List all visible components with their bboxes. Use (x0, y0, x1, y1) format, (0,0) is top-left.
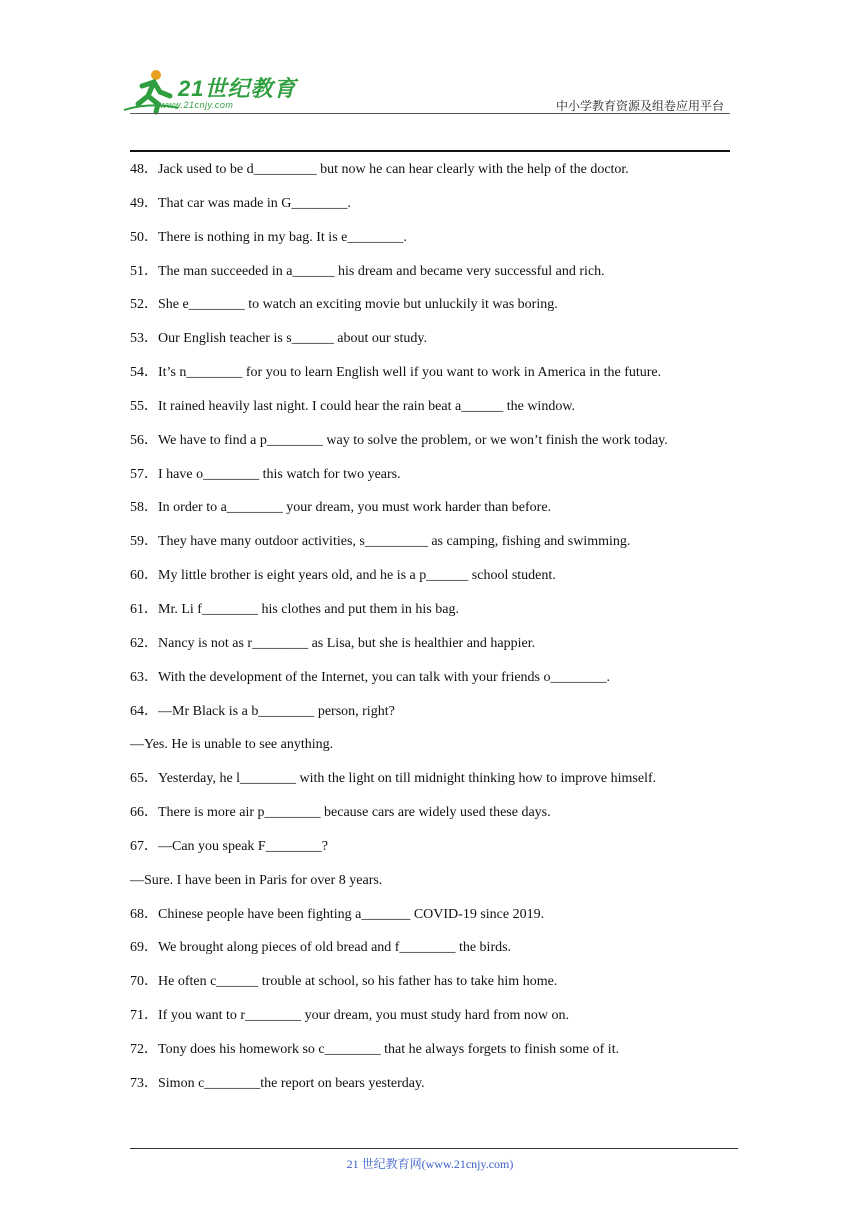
logo-text: 21世纪教育 (178, 76, 297, 101)
question-69: 69．We brought along pieces of old bread and f________ the birds. (130, 940, 512, 956)
question-48: 48．Jack used to be d_________ but now he can hear clearly with the help of the doctor. (130, 162, 629, 177)
question-53: 53．Our English teacher is s______ about our study. (130, 331, 427, 347)
question-68: 68．Chinese people have been fighting a_______ COVID-19 since 2019. (130, 906, 545, 922)
question-61: 61．Mr. Li f________ his clothes and put them in his bag. (130, 601, 459, 617)
question-71: 71．If you want to r________ your dream, you must study hard from now on. (130, 1008, 569, 1024)
question-59: 59．They have many outdoor activities, s_________ as camping, fishing and swimming. (130, 534, 631, 550)
question-67: 67．—Can you speak F________? (130, 838, 328, 854)
question-60: 60．My little brother is eight years old, and he is a p______ school student. (130, 568, 556, 584)
question-55: 55．It rained heavily last night. I could hear the rain beat a______ the window. (130, 398, 576, 414)
question-list (130, 158, 740, 1106)
footer-divider (130, 1148, 738, 1149)
page-footer: 21 世纪教育网(www.21cnjy.com) (346, 1157, 514, 1171)
header-divider (130, 113, 730, 114)
question-64: 64．—Mr Black is a b________ person, right? (130, 703, 395, 719)
question-66: 66．There is more air p________ because cars are widely used these days. (130, 805, 551, 821)
question-62: 62．Nancy is not as r________ as Lisa, but she is healthier and happier. (130, 635, 536, 651)
question-50: 50．There is nothing in my bag. It is e________. (130, 229, 407, 245)
question-56: 56．We have to find a p________ way to solve the problem, or we won’t finish the work today. (130, 432, 668, 448)
question-67-response: —Sure. I have been in Paris for over 8 years. (130, 872, 383, 888)
question-52: 52．She e________ to watch an exciting movie but unluckily it was boring. (130, 297, 558, 313)
question-65: 65．Yesterday, he l________ with the light on till midnight thinking how to improve himself. (130, 771, 657, 787)
question-72: 72．Tony does his homework so c________ that he always forgets to finish some of it. (130, 1041, 620, 1057)
question-63: 63．With the development of the Internet, you can talk with your friends o________. (130, 669, 610, 685)
logo-url: www.21cnjy.com (160, 100, 234, 110)
question-54: 54．It’s n________ for you to learn English well if you want to work in America in the future. (130, 365, 662, 381)
logo (120, 66, 300, 116)
question-51: 51．The man succeeded in a______ his dream and became very successful and rich. (130, 263, 605, 279)
page-header (0, 0, 860, 160)
content-top-rule (130, 150, 730, 152)
question-57: 57．I have o________ this watch for two years. (130, 466, 401, 482)
question-64-response: —Yes. He is unable to see anything. (130, 737, 334, 753)
question-58: 58．In order to a________ your dream, you must work harder than before. (130, 500, 552, 516)
question-49: 49．That car was made in G________. (130, 195, 351, 211)
question-70: 70．He often c______ trouble at school, so his father has to take him home. (130, 974, 558, 990)
question-73: 73．Simon c________the report on bears yesterday. (130, 1075, 425, 1091)
header-tagline: 中小学教育资源及组卷应用平台 (555, 99, 724, 113)
